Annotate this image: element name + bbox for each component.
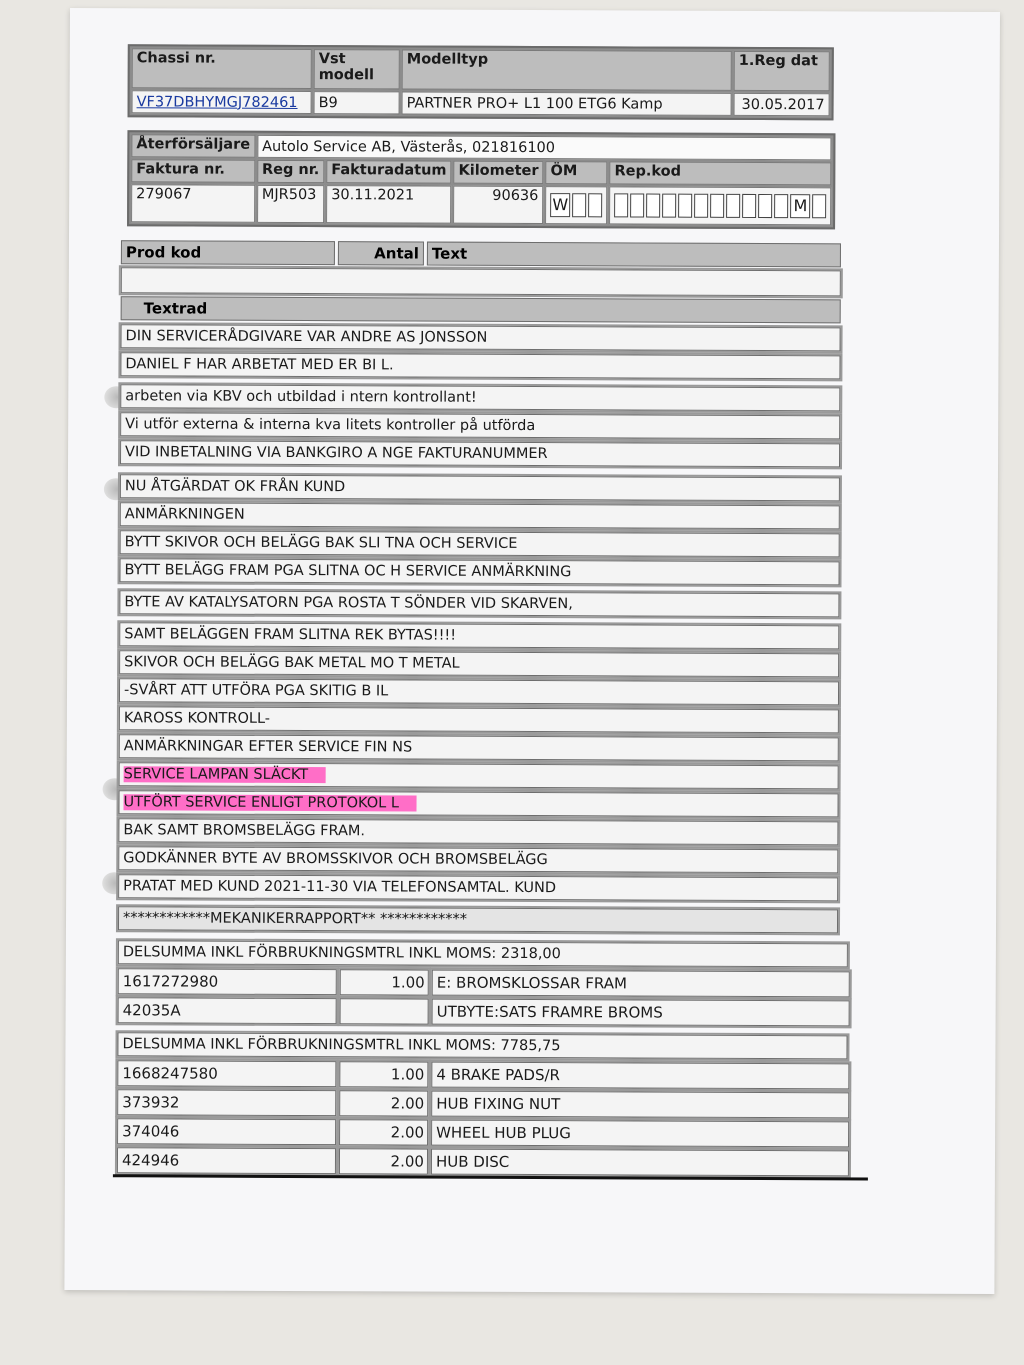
item-code: 1668247580 [117,1060,336,1087]
highlight-mark: UTFÖRT SERVICE ENLIGT PROTOKOL L [124,794,417,811]
om-box: W [550,193,570,217]
chassi-value[interactable]: VF37DBHYMGJ782461 [132,90,312,114]
vst-value: B9 [314,91,400,114]
faktura-value: 279067 [131,184,255,223]
highlighted-row [119,762,839,789]
text-header: Text [427,242,841,268]
item-text: HUB DISC [431,1149,849,1177]
invoice-info-table [127,130,836,229]
lines-header [121,240,841,267]
textrad-header: Textrad [121,296,841,323]
reg-label: Reg nr. [257,160,324,183]
text-row: SKIVOR OCH BELÄGG BAK METAL MO T METAL [119,650,839,677]
text-row: NU ÅTGÄRDAT OK FRÅN KUND [120,474,840,501]
subtotal-row: DELSUMMA INKL FÖRBRUKNINGSMTRL INKL MOMS: 7785,75 [117,1032,847,1059]
item-qty: 2.00 [339,1148,428,1174]
text-row: GODKÄNNER BYTE AV BROMSSKIVOR OCH BROMSBELÄGG [118,846,838,873]
repkod-box: M [790,194,810,218]
item-code: 1617272980 [118,968,337,995]
text-row: VID INBETALNING VIA BANKGIRO A NGE FAKTURANUMMER [120,440,840,467]
text-rows-section [117,240,841,1179]
item-qty [340,998,429,1024]
repkod-label: Rep.kod [609,161,831,185]
item-qty: 1.00 [339,1061,428,1087]
text-row: BYTE AV KATALYSATORN PGA ROSTA T SÖNDER VID SKARVEN, [119,590,839,617]
chassi-label: Chassi nr. [132,48,312,89]
items-table-2 [114,1057,853,1179]
om-label: ÖM [545,161,607,184]
item-qty: 2.00 [339,1119,428,1145]
item-row [117,1147,849,1176]
item-row [118,997,850,1026]
subtotal-row: DELSUMMA INKL FÖRBRUKNINGSMTRL INKL MOMS: 2318,00 [118,940,848,967]
item-text: WHEEL HUB PLUG [431,1120,849,1148]
invoice-sheet [64,8,1000,1294]
faktura-label: Faktura nr. [131,159,255,183]
regdat-label: 1.Reg dat [734,51,830,91]
repkod-boxes [609,186,831,225]
om-boxes [545,186,607,224]
item-text: HUB FIXING NUT [431,1091,849,1119]
antal-header: Antal [338,241,424,265]
item-text: 4 BRAKE PADS/R [431,1062,849,1090]
text-row: -SVÅRT ATT UTFÖRA PGA SKITIG B IL [119,678,839,705]
item-row [117,1118,849,1147]
vst-label: Vst modell [314,49,400,89]
item-code: 373932 [117,1089,336,1116]
datum-value: 30.11.2021 [326,185,451,224]
text-row: BYTT SKIVOR OCH BELÄGG BAK SLI TNA OCH SERVICE [120,530,840,557]
text-row: DIN SERVICERÅDGIVARE VAR ANDRE AS JONSSON [121,324,841,351]
text-row: arbeten via KBV och utbildad i ntern kontrollant! [120,384,840,411]
item-row [118,968,850,997]
item-text: UTBYTE:SATS FRAMRE BROMS [432,999,850,1027]
aterforsaljare-value: Autolo Service AB, Västerås, 021816100 [257,135,832,161]
item-code: 374046 [117,1118,336,1145]
text-row: ANMÄRKNINGEN [120,502,840,529]
reg-value: MJR503 [257,185,325,223]
aterforsaljare-label: Återförsäljare [131,134,255,158]
highlight-mark: SERVICE LAMPAN SLÄCKT [124,766,326,783]
text-row: KAROSS KONTROLL- [119,706,839,733]
mekanikerrapport-row: ************MEKANIKERRAPPORT** ************ [118,906,838,933]
modelltyp-label: Modelltyp [402,49,732,90]
highlighted-row [118,790,838,817]
km-value: 90636 [453,186,543,224]
text-row: DANIEL F HAR ARBETAT MED ER BI L. [120,352,840,379]
text-row: PRATAT MED KUND 2021-11-30 VIA TELEFONSAMTAL. KUND [118,874,838,901]
item-row [117,1060,849,1089]
text-row: Vi utför externa & interna kva litets kontroller på utförda [120,412,840,439]
item-code: 424946 [117,1147,336,1174]
regdat-value: 30.05.2017 [734,93,830,116]
item-code: 42035A [118,997,337,1024]
km-label: Kilometer [453,161,543,184]
text-row: ANMÄRKNINGAR EFTER SERVICE FIN NS [119,734,839,761]
items-table-1 [115,965,853,1029]
item-text: E: BROMSKLOSSAR FRAM [432,970,850,998]
text-row: SAMT BELÄGGEN FRAM SLITNA REK BYTAS!!!! [119,622,839,649]
datum-label: Fakturadatum [326,160,451,184]
prod-kod-header: Prod kod [121,240,335,265]
item-row [117,1089,849,1118]
item-qty: 1.00 [340,969,429,995]
blank-row [121,267,841,296]
text-row: BAK SAMT BROMSBELÄGG FRAM. [118,818,838,845]
vehicle-table [128,44,834,120]
text-row: BYTT BELÄGG FRAM PGA SLITNA OC H SERVICE ANMÄRKNING [119,558,839,585]
modelltyp-value: PARTNER PRO+ L1 100 ETG6 Kamp [402,91,732,115]
item-qty: 2.00 [339,1090,428,1116]
